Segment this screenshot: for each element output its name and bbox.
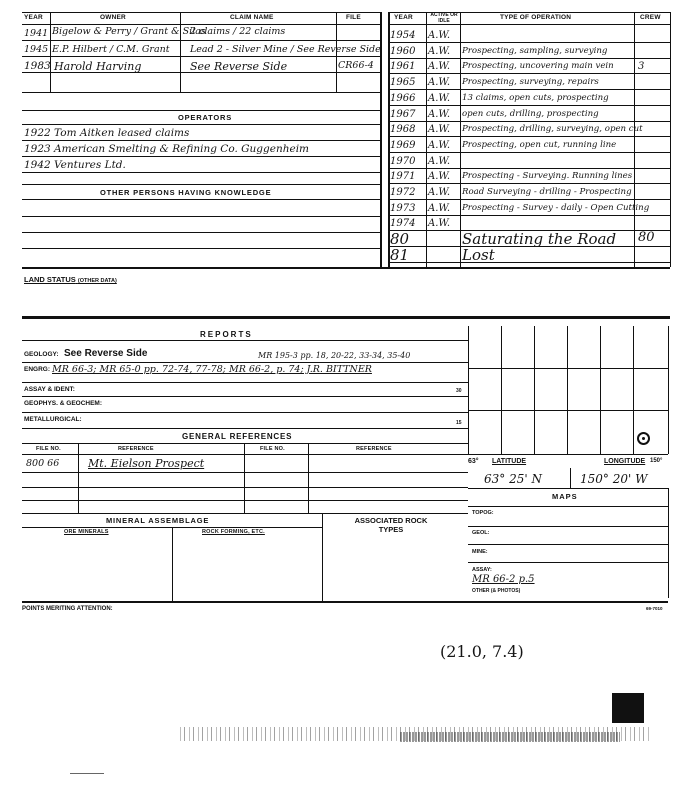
activity-row-line	[388, 58, 670, 59]
activity-active-4: A.W.	[428, 77, 451, 89]
activity-active-12: A.W.	[428, 202, 451, 214]
other-persons-heading: OTHER PERSONS HAVING KNOWLEDGE	[100, 188, 272, 197]
mineral-assemblage-heading: MINERAL ASSEMBLAGE	[106, 516, 210, 525]
longitude-value: 150° 20' W	[580, 472, 648, 486]
ref-file-no-1: 800 66	[26, 458, 60, 469]
activity-row-line	[388, 152, 670, 153]
rock-forming-header: ROCK FORMING, ETC.	[202, 529, 265, 535]
activity-year-10: 1971	[390, 171, 416, 183]
activity-row-line	[388, 215, 670, 216]
maps-assay: ASSAY:	[472, 567, 492, 573]
activity-year-13: 1974	[390, 218, 416, 230]
header-file: FILE	[346, 14, 361, 21]
scan-black-square	[612, 693, 644, 723]
activity-year-15: 81	[390, 245, 410, 264]
claim-year-2: 1945	[24, 44, 49, 55]
operator-row-1: 1922 Tom Aitken leased claims	[24, 127, 190, 139]
activity-year-14: 80	[390, 230, 410, 249]
maps-topog: TOPOG:	[472, 510, 494, 516]
claim-owner-1: Bigelow & Perry / Grant & Silas	[52, 26, 206, 37]
maps-assay-value: MR 66-2 p.5	[472, 574, 535, 585]
activity-active-11: A.W.	[428, 187, 451, 198]
activity-year-1: 1954	[390, 30, 416, 41]
activity-row-line	[388, 73, 670, 74]
header-claim-name: CLAIM NAME	[230, 14, 274, 21]
latitude-value: 63° 25' N	[484, 472, 542, 486]
activity-year-6: 1967	[390, 108, 416, 120]
activity-active-9: A.W.	[428, 155, 451, 167]
activity-crew-3: 3	[638, 61, 645, 73]
activity-year-2: 1960	[390, 45, 416, 57]
land-status-sublabel: (OTHER DATA)	[77, 278, 117, 284]
activity-row-line	[388, 136, 670, 137]
activity-year-12: 1973	[390, 202, 416, 214]
activity-header-type: TYPE OF OPERATION	[500, 14, 572, 21]
activity-type-3: Prospecting, uncovering main vein	[462, 61, 614, 72]
maps-mine: MINE:	[472, 549, 488, 555]
geology-label: GEOLOGY:	[24, 351, 59, 358]
lat-prefix: 63°	[468, 458, 479, 465]
geology-extra: MR 195-3 pp. 18, 20-22, 33-34, 35-40	[258, 351, 411, 360]
activity-year-5: 1966	[390, 92, 416, 104]
activity-active-5: A.W.	[428, 92, 451, 104]
operator-row-3: 1942 Ventures Ltd.	[24, 159, 126, 171]
activity-year-11: 1972	[390, 187, 416, 198]
claim-year-3: 1983	[24, 60, 51, 72]
activity-year-4: 1965	[390, 77, 416, 89]
activity-active-2: A.W.	[428, 45, 451, 57]
operators-heading: OPERATORS	[178, 113, 233, 122]
longitude-label: LONGITUDE	[604, 458, 646, 465]
activity-active-10: A.W.	[428, 171, 451, 183]
geology-value: See Reverse Side	[64, 348, 148, 359]
activity-row-line	[388, 42, 670, 43]
general-references-heading: GENERAL REFERENCES	[182, 432, 293, 441]
maps-heading: MAPS	[552, 492, 578, 501]
claim-year-1: 1941	[24, 28, 49, 39]
ref-header-reference: REFERENCE	[118, 446, 154, 452]
engrg-label: ENGRG:	[24, 366, 50, 373]
activity-header-year: YEAR	[394, 14, 413, 21]
activity-row-line	[388, 199, 670, 200]
ref-reference-1: Mt. Eielson Prospect	[88, 457, 205, 470]
engrg-value: MR 66-3; MR 65-0 pp. 72-74, 77-78; MR 66-2, p. 74; J.R. BITTNER	[52, 364, 372, 375]
ore-minerals-header: ORE MINERALS	[64, 529, 109, 535]
activity-active-7: A.W.	[428, 124, 451, 136]
activity-type-2: Prospecting, sampling, surveying	[462, 45, 608, 56]
activity-type-8: Prospecting, open cut, running line	[462, 139, 617, 150]
claim-name-3: See Reverse Side	[190, 60, 288, 73]
activity-type-14: Saturating the Road	[462, 230, 617, 249]
activity-active-1: A.W.	[428, 30, 451, 41]
maps-other: OTHER (& PHOTOS)	[472, 588, 521, 594]
activity-row-line	[388, 168, 670, 169]
activity-header-active: ACTIVE OR IDLE	[430, 12, 458, 24]
activity-row-line	[388, 121, 670, 122]
activity-year-8: 1969	[390, 139, 416, 151]
location-target-icon	[637, 432, 650, 445]
activity-active-3: A.W.	[428, 61, 451, 73]
ref-header-file-no-2: FILE NO.	[260, 446, 285, 452]
activity-type-12: Prospecting - Survey - daily - Open Cutting	[462, 202, 650, 213]
activity-type-5: 13 claims, open cuts, prospecting	[462, 92, 609, 103]
claim-owner-3: Harold Harving	[54, 60, 142, 73]
activity-type-11: Road Surveying - drilling - Prospecting	[462, 187, 632, 197]
activity-row-line	[388, 89, 670, 90]
activity-year-9: 1970	[390, 155, 416, 167]
land-status-text: LAND STATUS	[24, 275, 76, 284]
activity-active-6: A.W.	[428, 108, 451, 120]
activity-type-15: Lost	[462, 245, 495, 264]
activity-year-7: 1968	[390, 124, 416, 136]
ref-header-reference-2: REFERENCE	[356, 446, 392, 452]
geophys-label: GEOPHYS. & GEOCHEM:	[24, 400, 103, 407]
claim-file-3: CR66-4	[338, 60, 374, 71]
claim-owner-2: E.P. Hilbert / C.M. Grant	[52, 44, 170, 55]
activity-row-line	[388, 105, 670, 106]
metallurgical-label: METALLURGICAL:	[24, 416, 82, 423]
latitude-label: LATITUDE	[492, 458, 527, 465]
scan-noise-band-2	[400, 732, 620, 742]
activity-header-crew: CREW	[640, 14, 661, 21]
maps-geol: GEOL:	[472, 530, 490, 536]
activity-type-6: open cuts, drilling, prospecting	[462, 108, 599, 119]
coordinates-note: (21.0, 7.4)	[440, 642, 524, 661]
lon-suffix: 150°	[650, 458, 663, 464]
claim-name-2: Lead 2 - Silver Mine / See Reverse Side	[190, 44, 381, 55]
margin-number-15: 15	[456, 420, 462, 426]
activity-type-10: Prospecting - Surveying. Running lines	[462, 171, 633, 182]
activity-crew-14: 80	[638, 230, 655, 246]
activity-type-4: Prospecting, surveying, repairs	[462, 77, 599, 88]
activity-row-line	[388, 262, 670, 263]
activity-row-line	[388, 183, 670, 184]
land-status-label	[24, 275, 117, 284]
associated-rock-types: ASSOCIATED ROCK TYPES	[354, 516, 428, 534]
header-owner: OWNER	[100, 14, 126, 21]
points-meriting-attention: POINTS MERITING ATTENTION:	[22, 606, 113, 612]
claim-name-1: 2 claims / 22 claims	[190, 26, 286, 37]
assay-ident-label: ASSAY & IDENT:	[24, 386, 75, 393]
scan-mark	[70, 773, 104, 774]
header-year: YEAR	[24, 14, 43, 21]
form-number: 69-7010	[646, 606, 663, 611]
reports-heading: REPORTS	[200, 330, 253, 339]
activity-year-3: 1961	[390, 61, 416, 73]
ref-header-file-no: FILE NO.	[36, 446, 61, 452]
operator-row-2: 1923 American Smelting & Refining Co. Guggenheim	[24, 143, 310, 155]
margin-number-30: 30	[456, 388, 462, 394]
activity-active-8: A.W.	[428, 139, 451, 151]
activity-type-7: Prospecting, drilling, surveying, open cut	[462, 124, 643, 135]
activity-active-13: A.W.	[428, 218, 451, 230]
